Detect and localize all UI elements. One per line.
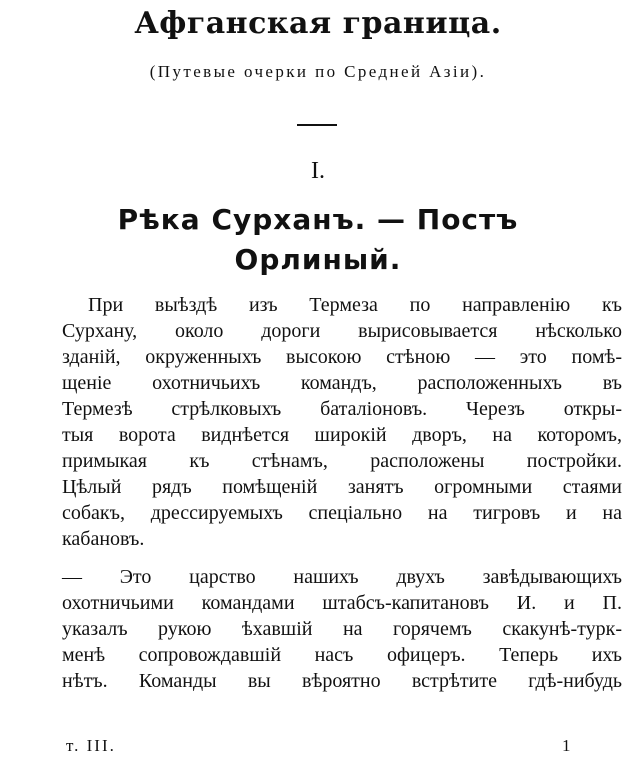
chapter-heading — [0, 200, 636, 280]
chapter-heading-line: Рѣка Сурханъ. — Постъ — [117, 203, 519, 236]
chapter-heading-line: Орлиный. — [234, 243, 402, 276]
body-text-line: собакъ, дрессируемыхъ спеціально на тигровъ и на — [62, 502, 622, 524]
page-footer — [0, 736, 636, 760]
body-text-line: При выѣздѣ изъ Термеза по направленію къ — [88, 294, 622, 316]
body-text-line: Сурхану, около дороги вырисовывается нѣсколько — [62, 320, 622, 342]
body-text-line: примыкая къ стѣнамъ, расположены постройки. — [62, 450, 622, 472]
body-text-line: зданій, окруженныхъ высокою стѣною — это помѣ- — [62, 346, 622, 368]
chapter-number: I. — [311, 158, 325, 184]
page-title: Афганская граница. — [134, 6, 502, 41]
body-text-line: менѣ сопровождавшій насъ офицеръ. Теперь ихъ — [62, 644, 622, 666]
body-text-line: Термезѣ стрѣлковыхъ баталіоновъ. Черезъ откры- — [62, 398, 622, 420]
body-text-line: нѣтъ. Команды вы вѣроятно встрѣтите гдѣ-нибудь — [62, 670, 622, 692]
body-text-line: тыя ворота виднѣется широкій дворъ, на которомъ, — [62, 424, 622, 446]
body-text-line: — Это царство нашихъ двухъ завѣдывающихъ — [62, 566, 622, 588]
body-text-line: кабановъ. — [62, 528, 145, 550]
body-text-line: охотничьими командами штабсъ-капитановъ И. и П. — [62, 592, 622, 614]
sheet-number: 1 — [562, 736, 571, 755]
body-text-line: Цѣлый рядъ помѣщеній занятъ огромными стаями — [62, 476, 622, 498]
volume-signature: т. III. — [66, 736, 116, 755]
section-divider — [297, 124, 337, 126]
body-text-line: щеніе охотничьихъ командъ, расположенныхъ въ — [62, 372, 622, 394]
body-text-line: указалъ рукою ѣхавшій на горячемъ скакунѣ-турк- — [62, 618, 622, 640]
page-subtitle: (Путевые очерки по Средней Азіи). — [149, 62, 487, 81]
